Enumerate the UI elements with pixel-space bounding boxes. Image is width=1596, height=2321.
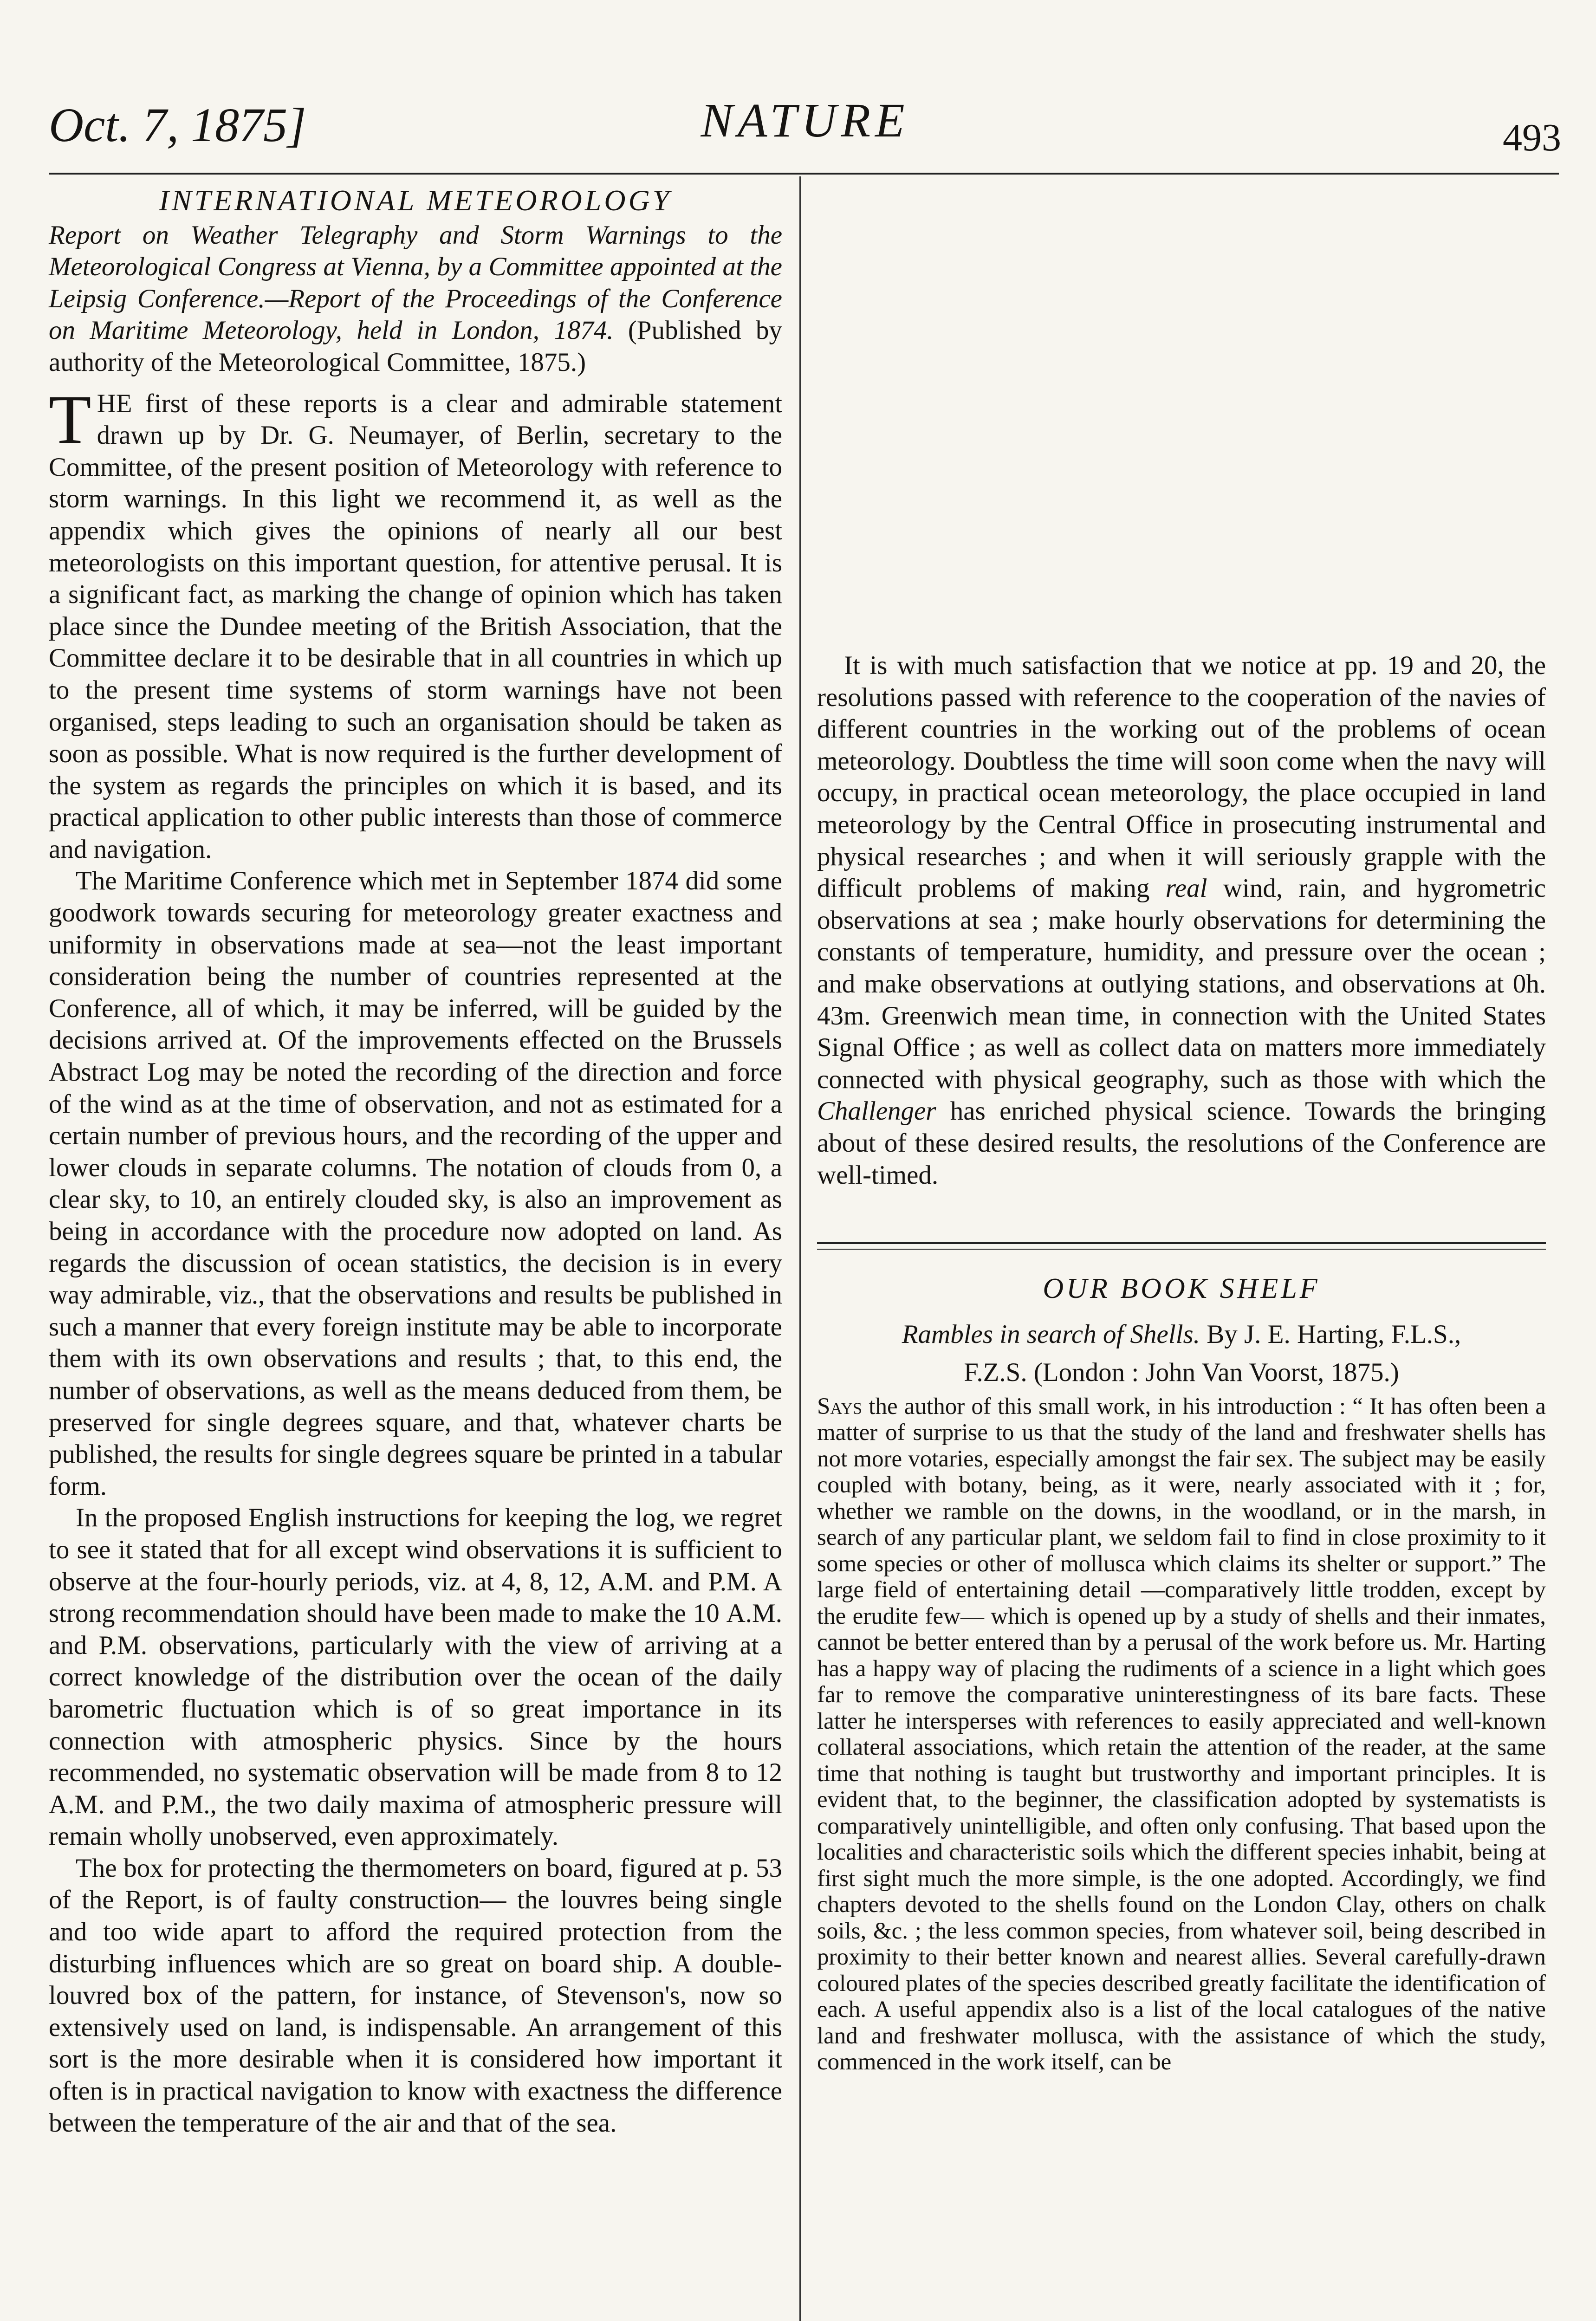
journal-title: NATURE [701,94,909,147]
issue-date: Oct. 7, 1875] [49,98,306,152]
p3-mid-1: A strong recommendation should have been made to make the 10 [49,1567,783,1628]
subtitle-publication: (Published by authority of the Meteorological Committee, 1875.) [49,316,782,377]
paragraph-3 [49,1502,782,1853]
p5-challenger: Challenger [817,1096,936,1126]
review-text: the author of this small work, in his introduction : “ It has often been a matter of surprise to us that the study of the land and freshwater shells has not more votaries, especially amongst the fair sex. The subject may be easily coupled with botany, being, as it were, nearly associated with it ; for, whether we ramble on the downs, in the woodland, or in the marsh, in search of any particular plant, we seldom fail to find in close proximity to it some species or other of mollusca which claims its shelter or support.” The large field of entertaining detail —comparatively little trodden, except by the erudite few— which is opened up by a study of shells and their inmates, cannot be better entered than by a perusal of the work before us. Mr. Harting has a happy way of placing the rudiments of a science in a light which goes far to remove the comparative uninterestingness of its bare facts. These latter he intersperses with references to easily appreciated and well-known collateral associations, which retain the attention of the reader, at the same time that nothing is taught but trustworthy and important principles. It is evident that, to the beginner, the classification adopted by systematists is comparatively unintelligible, and often only confusing. That based upon the localities and characteristic soils which the different species inhabit, being at first sight much the more simple, is the one adopted. Accordingly, we find chapters devoted to the shells found on the London Clay, others on chalk soils, &c. ; the less common species, from whatever soil, being described in proximity to their better known and nearest allies. Several carefully-drawn coloured plates of the species described greatly facilitate the identification of each. A useful appendix also is a list of the local catalogues of the native land and freshwater mollusca, with the assistance of which the study, commenced in the work itself, can be [817,1393,1546,2075]
p3-and-3: and [114,1789,152,1819]
p5-end: has enriched physical science. Towards the bringing about of these desired results, the resolutions of the Conference are well-timed. [817,1096,1546,1190]
review-lead: Says [817,1393,863,1420]
page-number: 493 [1503,116,1561,159]
paragraph-5 [817,650,1546,1191]
p3-and-2: and [49,1630,87,1660]
book-citation [817,1319,1546,1351]
p3-mid-2: observations, particularly with the view of arriving at a correct knowledge of the distribution over the ocean of the daily barometric fluctuation which is of so great importance in its connection with atmospheric physics. Since by the hours recommended, no systematic observation will be made from 8 to 12 [49,1630,783,1788]
review-paragraph [817,1394,1546,2075]
review-body [817,1394,1546,2075]
p5-start: It is with much satisfaction that we notice at pp. 19 and 20, the resolutions passed with reference to the cooperation of the navies of different countries in the working out of the problems of ocean meteorology. Doubtless the time will soon come when the navy will occupy, in practical ocean meteorology, the place occupied in land meteorology by the Central Office in prosecuting instrumental and physical researches ; and when it will seriously grapple with the difficult problems of making [817,651,1546,903]
am-3: A.M. [49,1789,105,1819]
pm-2: P.M. [98,1630,148,1660]
book-author: By J. E. Harting, F.L.S., [1207,1319,1461,1349]
drop-cap: T [49,381,91,458]
header-rule [49,173,1559,175]
paragraph-1 [49,381,782,866]
section-title: OUR BOOK SHELF [1043,1273,1320,1305]
p5-real: real [1165,874,1207,903]
am-2: A.M. [726,1599,782,1628]
am-1: A.M. [598,1567,655,1596]
pm-1: P.M. [708,1567,757,1596]
page-header [49,88,1561,176]
p3-and-1: and [662,1567,701,1596]
paragraph-1-text: HE first of these reports is a clear and admirable statement drawn up by Dr. G. Neumayer, of Berlin, secretary to the Committee, of the present position of Meteorology with reference to storm warnings. In this light we recommend it, as well as the appendix which gives the opinions of nearly all our best meteorologists on this important question, for attentive perusal. It is a significant fact, as marking the change of opinion which has taken place since the Dundee meeting of the British Association, that the Committee declare it to be desirable that in all countries in which up to the present time systems of storm warnings have not been organised, steps leading to such an organisation should be taken as soon as possible. What is now required is the further development of the system as regards the principles on which it is based, and its practical application to other public interests than those of commerce and navigation. [49,389,782,864]
p3-end: the two daily maxima of atmospheric pressure will remain wholly unobserved, even approximately. [49,1789,783,1851]
pm-3: P.M., [161,1789,217,1819]
section-rule [817,1242,1546,1250]
paragraph-2: The Maritime Conference which met in September 1874 did some goodwork towards securing for meteorology greater exactness and uniformity in observations made at sea—not the least important consideration being the number of countries represented at the Conference, all of which, it may be inferred, will be guided by the decisions arrived at. Of the improvements effected on the Brussels Abstract Log may be noted the recording of the direction and force of the wind as at the time of observation, and not as estimated for a certain number of previous hours, and the recording of the upper and lower clouds in separate columns. The notation of clouds from 0, a clear sky, to 10, an entirely clouded sky, is also an improvement as being in accordance with the procedure now adopted on land. As regards the discussion of ocean statistics, the decision is in every way admirable, viz., that the observations and results be published in such a manner that every foreign institute may be able to incorporate them with its own observations and results ; that, to this end, the number of observations, as well as the means deduced from them, be preserved for single degrees square, and that, whatever charts be published, the results for single degrees square be printed in a tabular form. [49,866,782,1501]
article-title: INTERNATIONAL METEOROLOGY [159,184,672,217]
column-divider [799,176,801,2321]
book-title: Rambles in search of Shells. [902,1319,1200,1349]
subtitle-report: Report on Weather Telegraphy and Storm Warnings to the Meteorological Congress at Vienna, by a Committee appointed at the Leipsig Conference.—Report of the Proceedings of the Conference on Maritime Meteorology, held in London, 1874. [49,220,782,345]
right-column [817,181,1546,2075]
book-publisher: F.Z.S. (London : John Van Voorst, 1875.) [964,1358,1399,1387]
paragraph-4: The box for protecting the thermometers on board, figured at p. 53 of the Report, is of faulty construction— the louvres being single and too wide apart to afford the required protection from the disturbing influences which are so great on board ship. A double-louvred box of the pattern, for instance, of Stevenson's, now so extensively used on land, is indispensable. An arrangement of this sort is the more desirable when it is considered how important it often is in practical navigation to know with exactness the difference between the temperature of the air and that of the sea. [49,1853,782,2138]
article-subtitle [49,220,782,379]
p5-mid: wind, rain, and hygrometric observations at sea ; make hourly observations for determining the constants of temperature, humidity, and pressure over the ocean ; and make observations at outlying stations, and observations at 0h. 43m. Greenwich mean time, in connection with the United States Signal Office ; as well as collect data on matters more immediately connected with physical geography, such as those with which the [817,874,1546,1094]
left-column [49,181,782,2139]
p3-start: In the proposed English instructions for keeping the log, we regret to see it stated that for all except wind observations it is sufficient to observe at the four-hourly periods, viz. at 4, 8, 12, [49,1503,782,1596]
